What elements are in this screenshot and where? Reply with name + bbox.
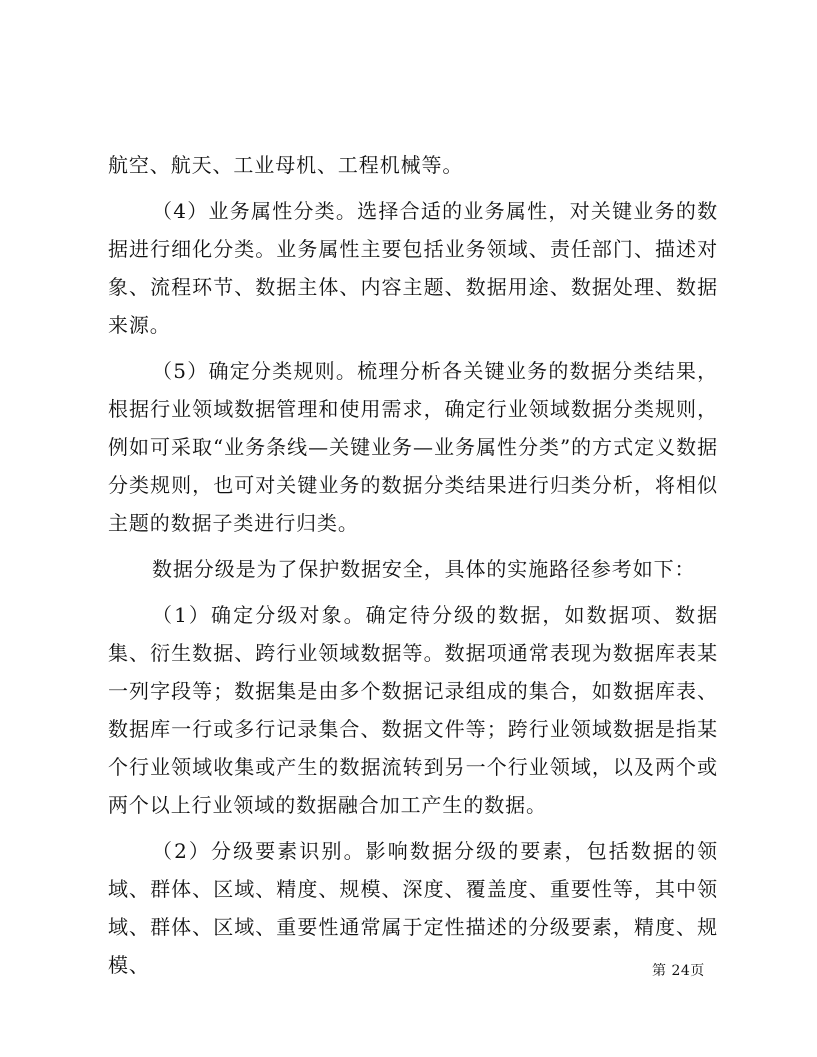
paragraph-2: （4）业务属性分类。选择合适的业务属性，对关键业务的数据进行细化分类。业务属性主要包括业务领域、责任部门、描述对象、流程环节、数据主体、内容主题、数据用途、数据处理、数据来源。 [108,199,718,337]
paragraph-gap [108,824,718,832]
paragraph-1: 航空、航天、工业母机、工程机械等。 [108,153,464,177]
paragraph-6: （2）分级要素识别。影响数据分级的要素，包括数据的领域、群体、区域、精度、规模、深度、覆盖度、重要性等，其中领域、群体、区域、重要性通常属于定性描述的分级要素，精度、规模、 [108,839,718,977]
body-text [108,146,718,984]
paragraph-gap [108,344,718,352]
paragraph-5: （1）确定分级对象。确定待分级的数据，如数据项、数据集、衍生数据、跨行业领域数据等。数据项通常表现为数据库表某一列字段等；数据集是由多个数据记录组成的集合，如数据库表、数据库一行或多行记录集合、数据文件等；跨行业领域数据是指某个行业领域收集或产生的数据流转到另一个行业领域，以及两个或两个以上行业领域的数据融合加工产生的数据。 [108,603,718,817]
paragraph-gap [108,588,718,596]
paragraph-gap [108,184,718,192]
paragraph-gap [108,542,718,550]
page-number: 第 24页 [652,963,705,979]
paragraph-4: 数据分级是为了保护数据安全，具体的实施路径参考如下： [152,557,696,581]
paragraph-3: （5）确定分类规则。梳理分析各关键业务的数据分类结果，根据行业领域数据管理和使用需求，确定行业领域数据分类规则，例如可采取“业务条线—关键业务—业务属性分类”的方式定义数据分类规则，也可对关键业务的数据分类结果进行归类分析，将相似主题的数据子类进行归类。 [108,359,718,535]
